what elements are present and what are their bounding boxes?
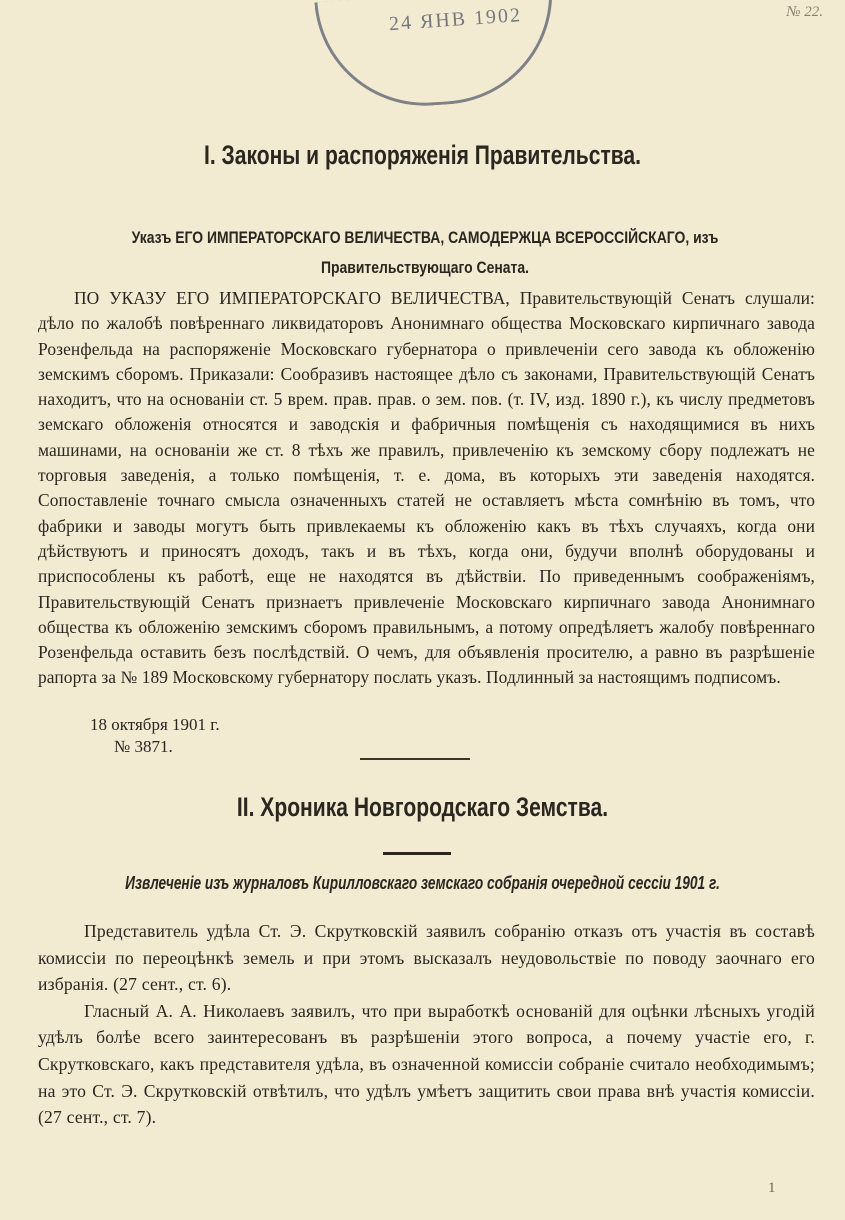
divider bbox=[360, 758, 470, 760]
ukaz-number: № 3871. bbox=[114, 737, 173, 756]
page-number: № 22. bbox=[786, 4, 823, 20]
excerpt-paragraph: Гласный А. А. Николаевъ заявилъ, что при выработкѣ основаній для оцѣнки лѣсныхъ угодій удѣлъ болѣе всего заинтересованъ въ разрѣшеніи этого вопроса, а почему участіе его, г. Скрутковскаго, какъ представителя удѣла, въ означенной комиссіи собраніе считало необходимымъ; на это Ст. Э. Скрутковскій отвѣтилъ, что удѣлъ умѣетъ защитить свои права внѣ участія комиссіи. (27 сент., ст. 7). bbox=[38, 1000, 815, 1128]
ukaz-title: Указъ ЕГО ИМПЕРАТОРСКАГО ВЕЛИЧЕСТВА, САМОДЕРЖЦА ВСЕРОССІЙСКАГО, изъ Правительствующаго Сената. bbox=[131, 228, 719, 277]
excerpt-title: Извлеченіе изъ журналовъ Кирилловскаго земскаго собранія очередной сессіи 1901 г. bbox=[125, 872, 720, 893]
ukaz-body bbox=[38, 286, 815, 691]
footer-mark: 1 bbox=[768, 1180, 776, 1196]
stamp-date: 24 ЯНВ 1902 bbox=[388, 4, 523, 36]
section-heading-laws: I. Законы и распоряженія Правительства. bbox=[204, 140, 641, 170]
excerpt-paragraph: Представитель удѣла Ст. Э. Скрутковскій заявилъ собранію отказъ отъ участія въ составѣ комиссіи по переоцѣнкѣ земель и при этомъ высказалъ неудовольствіе по поводу заочнаго его избранія. (27 сент., ст. 6). bbox=[38, 921, 815, 995]
library-stamp bbox=[314, 0, 559, 113]
excerpt-body bbox=[38, 918, 815, 1131]
ukaz-date: 18 октября 1901 г. bbox=[90, 715, 220, 734]
section-heading-chronicle: II. Хроника Новгородскаго Земства. bbox=[236, 792, 609, 822]
divider bbox=[383, 852, 451, 855]
ukaz-paragraph: ПО УКАЗУ ЕГО ИМПЕРАТОРСКАГО ВЕЛИЧЕСТВА, Правительствующій Сенатъ слушали: дѣло по жалобѣ повѣреннаго ликвидаторовъ Анонимнаго общества Московскаго кирпичнаго завода Розенфельда на распоряженіе Московскаго губернатора о привлеченіи сего завода къ обложенію земскимъ сборомъ. Приказали: Сообразивъ настоящее дѣло съ законами, Правительствующій Сенатъ находитъ, что на основаніи ст. 5 врем. прав. прав. о зем. пов. (т. IV, изд. 1890 г.), къ числу предметовъ земскаго обложенія относятся и заводскія и фабричныя помѣщенія съ находящимися въ нихъ машинами, на основаніи же ст. 8 тѣхъ же правилъ, привлеченію къ земскому сбору подлежатъ не торговыя заведенія, а только помѣщенія, т. е. дома, въ которыхъ эти заведенія находятся. Сопоставленіе точнаго смысла означенныхъ статей не оставляетъ мѣста сомнѣнію въ томъ, что фабрики и заводы могутъ быть привлекаемы къ обложенію какъ въ тѣхъ случаяхъ, когда они дѣйствуютъ и приносятъ доходъ, такъ и въ тѣхъ, когда они, будучи вполнѣ оборудованы и приспособлены къ работѣ, еще не находятся въ дѣйствіи. По приведеннымъ соображеніямъ, Правительствующій Сенатъ признаетъ привлеченіе Московскаго кирпичнаго завода Анонимнаго общества къ обложенію земскимъ сборомъ правильнымъ, а потому опредѣляетъ жалобу повѣреннаго Розенфельда оставить безъ послѣдствій. О чемъ, для объявленія просителю, а равно въ разрѣшеніе рапорта за № 189 Московскому губернатору послать указъ. Подлинный за настоящимъ подписомъ. bbox=[38, 288, 815, 688]
